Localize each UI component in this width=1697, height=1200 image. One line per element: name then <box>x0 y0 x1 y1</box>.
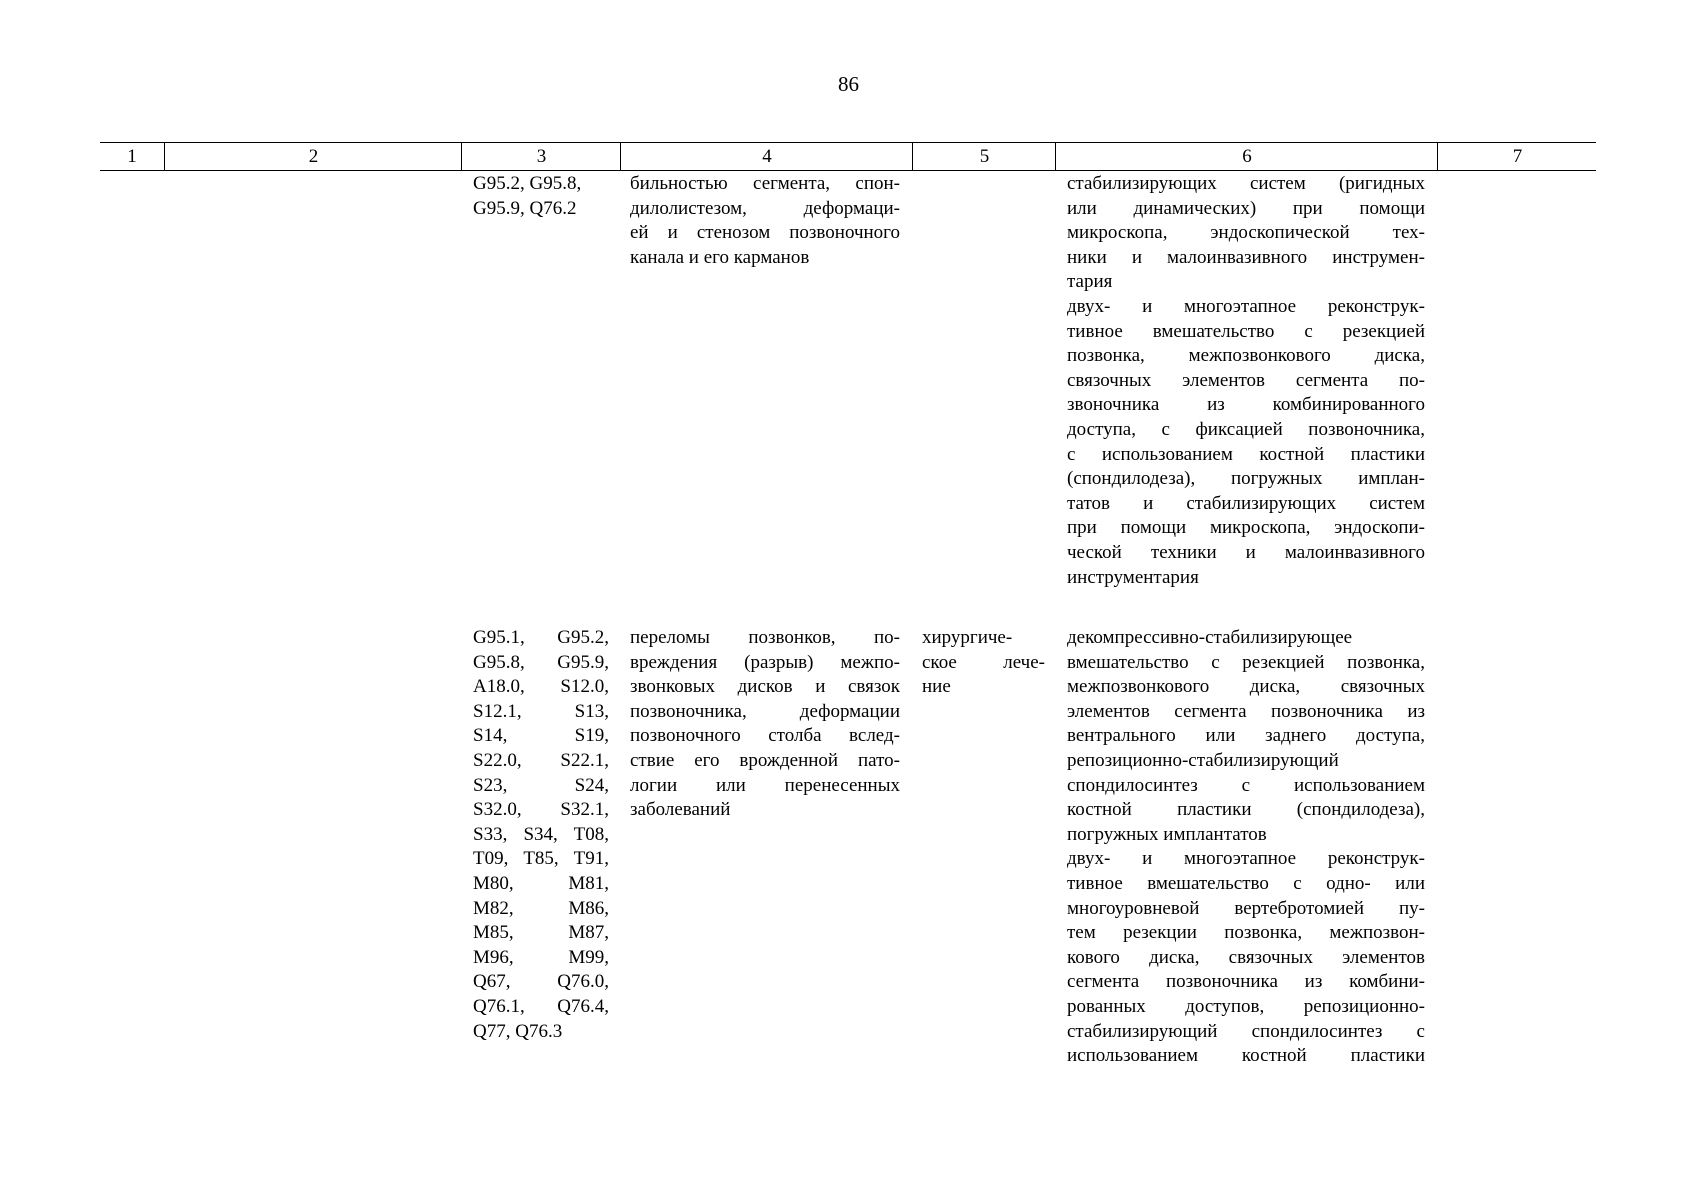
condition-line: канала и его карманов <box>630 246 810 268</box>
method-line: стабилизирующих систем (ригидных <box>1067 173 1425 194</box>
method-line: татов и стабилизирующих систем <box>1067 492 1425 514</box>
condition-line: вреждения (разрыв) межпо- <box>630 651 900 673</box>
code-line: Q77, Q76.3 <box>473 1020 563 1042</box>
method-line: вмешательство с резекцией позвонка, <box>1067 651 1425 673</box>
method-line: звоночника из комбинированного <box>1067 394 1425 416</box>
method-line: тем резекции позвонка, межпозвон- <box>1067 922 1425 944</box>
header-col-4: 4 <box>620 143 913 170</box>
code-line: G95.9, Q76.2 <box>473 197 577 219</box>
code-line: S32.0, S32.1, <box>473 799 609 821</box>
method-line: стабилизирующий спондилосинтез с <box>1067 1020 1425 1042</box>
code-line: M82, M86, <box>473 897 609 919</box>
condition-line: логии или перенесенных <box>630 774 900 796</box>
header-col-3: 3 <box>461 143 621 170</box>
method-line: многоуровневой вертебротомией пу- <box>1067 897 1425 919</box>
method-line: двух- и многоэтапное реконструк- <box>1067 295 1425 317</box>
method-line: позвонка, межпозвонкового диска, <box>1067 345 1425 367</box>
method-line: (спондилодеза), погружных имплан- <box>1067 468 1425 490</box>
code-line: G95.8, G95.9, <box>473 651 609 673</box>
method-line: рованных доступов, репозиционно- <box>1067 995 1425 1017</box>
method-line: микроскопа, эндоскопической тех- <box>1067 222 1425 244</box>
method-line: двух- и многоэтапное реконструк- <box>1067 848 1425 870</box>
row-2-methods <box>1067 626 1425 1069</box>
condition-line: позвоночника, деформации <box>630 700 900 722</box>
condition-line: заболеваний <box>630 799 731 821</box>
method-line: сегмента позвоночника из комбини- <box>1067 971 1425 993</box>
header-col-5: 5 <box>912 143 1056 170</box>
condition-line: звонковых дисков и связок <box>630 676 900 698</box>
method-line: декомпрессивно-стабилизирующее <box>1067 627 1353 648</box>
method-line: кового диска, связочных элементов <box>1067 946 1425 968</box>
method-line: репозиционно-стабилизирующий <box>1067 749 1339 771</box>
row-1-condition <box>630 172 900 270</box>
row-2-treatment <box>922 626 1045 700</box>
code-line: M96, M99, <box>473 946 609 968</box>
header-col-1: 1 <box>127 146 137 167</box>
code-line: Q67, Q76.0, <box>473 971 609 993</box>
condition-line: ствие его врожденной пато- <box>630 749 900 771</box>
code-line: A18.0, S12.0, <box>473 676 609 698</box>
row-1-methods <box>1067 172 1425 590</box>
condition-line: бильностью сегмента, спон- <box>630 173 900 194</box>
treatment-line: ние <box>922 676 951 698</box>
condition-line: переломы позвонков, по- <box>630 627 900 648</box>
row-2-condition <box>630 626 900 823</box>
treatment-line: хирургиче- <box>922 627 1013 648</box>
code-line: Q76.1, Q76.4, <box>473 995 609 1017</box>
method-line: костной пластики (спондилодеза), <box>1067 799 1425 821</box>
code-line: G95.2, G95.8, <box>473 173 582 194</box>
method-line: ники и малоинвазивного инструмен- <box>1067 246 1425 268</box>
method-line: с использованием костной пластики <box>1067 443 1425 465</box>
table-header <box>100 142 1596 171</box>
code-line: S23, S24, <box>473 774 609 796</box>
condition-line: позвоночного столба вслед- <box>630 725 900 747</box>
page-number: 86 <box>838 72 859 96</box>
code-line: S12.1, S13, <box>473 700 609 722</box>
method-line: ческой техники и малоинвазивного <box>1067 541 1425 563</box>
code-line: T09, T85, T91, <box>473 848 609 870</box>
code-line: M80, M81, <box>473 872 609 894</box>
header-col-2: 2 <box>164 143 462 170</box>
header-col-6: 6 <box>1055 143 1438 170</box>
method-line: или динамических) при помощи <box>1067 197 1425 219</box>
method-line: тивное вмешательство с одно- или <box>1067 872 1425 894</box>
treatment-line: ское лече- <box>922 651 1045 673</box>
method-line: вентрального или заднего доступа, <box>1067 725 1425 747</box>
method-line: использованием костной пластики <box>1067 1045 1425 1067</box>
method-line: спондилосинтез с использованием <box>1067 774 1425 796</box>
code-line: S33, S34, T08, <box>473 823 609 845</box>
method-line: межпозвонкового диска, связочных <box>1067 676 1425 698</box>
condition-line: дилолистезом, деформаци- <box>630 197 900 219</box>
code-line: S14, S19, <box>473 725 609 747</box>
code-line: M85, M87, <box>473 922 609 944</box>
method-line: связочных элементов сегмента по- <box>1067 369 1425 391</box>
code-line: S22.0, S22.1, <box>473 749 609 771</box>
condition-line: ей и стенозом позвоночного <box>630 222 900 244</box>
row-1-codes <box>473 172 609 221</box>
header-col-7: 7 <box>1437 143 1597 170</box>
method-line: доступа, с фиксацией позвоночника, <box>1067 418 1425 440</box>
method-line: при помощи микроскопа, эндоскопи- <box>1067 517 1425 539</box>
method-line: тария <box>1067 271 1113 293</box>
method-line: тивное вмешательство с резекцией <box>1067 320 1425 342</box>
method-line: инструментария <box>1067 566 1199 588</box>
row-2-codes <box>473 626 609 1044</box>
code-line: G95.1, G95.2, <box>473 627 609 648</box>
method-line: элементов сегмента позвоночника из <box>1067 700 1425 722</box>
method-line: погружных имплантатов <box>1067 823 1267 845</box>
